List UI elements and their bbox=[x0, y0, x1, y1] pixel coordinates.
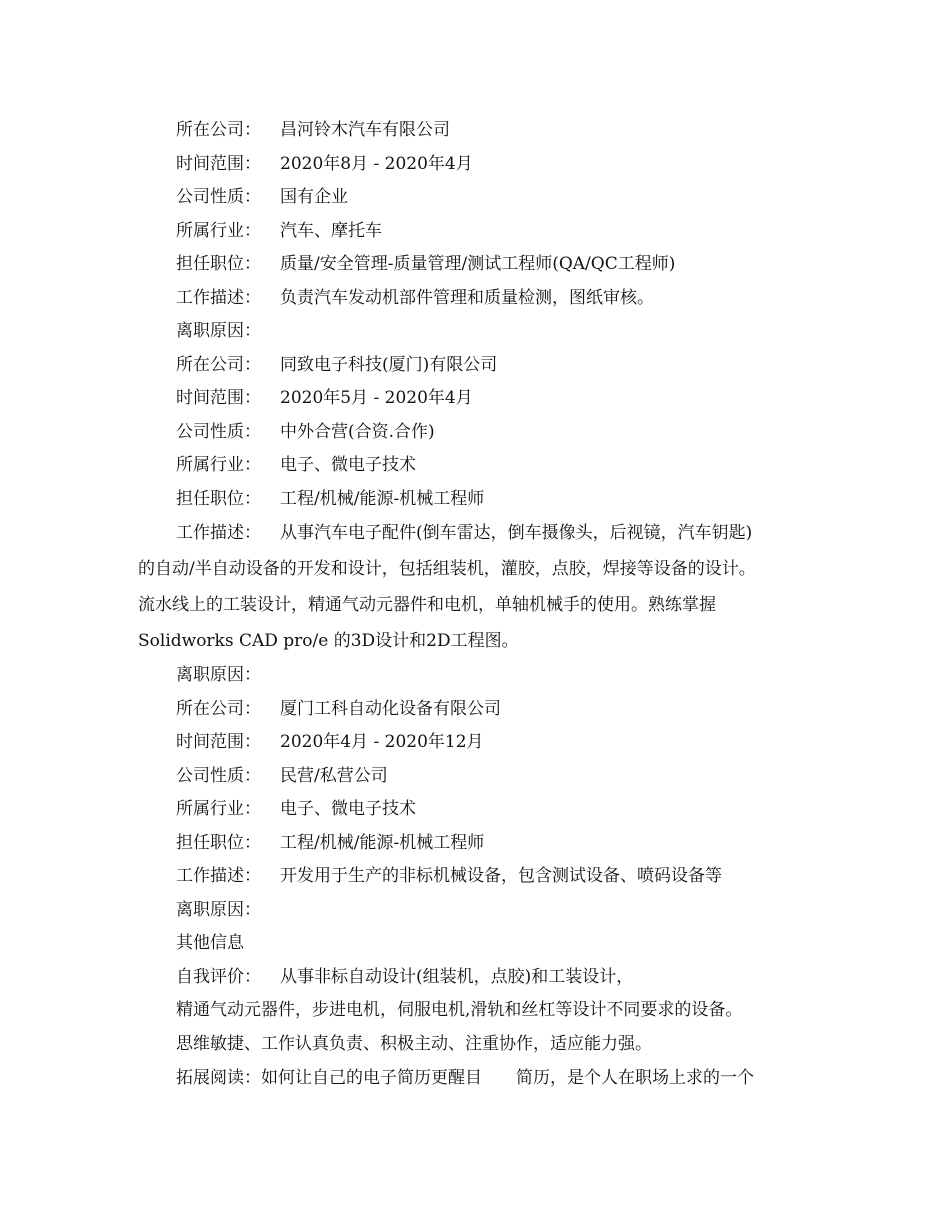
exp1-nature-row bbox=[176, 186, 348, 208]
exp1-company-value: 昌河铃木汽车有限公司 bbox=[280, 120, 450, 140]
exp3-company-row bbox=[176, 698, 501, 720]
extended-reading-row bbox=[176, 1067, 754, 1089]
exp2-industry-row bbox=[176, 454, 416, 476]
exp3-desc-value: 开发用于生产的非标机械设备，包含测试设备、喷码设备等 bbox=[280, 866, 722, 886]
self-eval-value: 从事非标自动设计(组装机，点胶)和工装设计， bbox=[280, 967, 634, 987]
exp3-position-label: 担任职位： bbox=[176, 833, 261, 853]
exp3-position-row bbox=[176, 832, 484, 854]
exp3-industry-label: 所属行业： bbox=[176, 799, 261, 819]
self-eval-line-3: 思维敏捷、工作认真负责、积极主动、注重协作，适应能力强。 bbox=[176, 1034, 652, 1054]
exp1-desc-label: 工作描述： bbox=[176, 288, 261, 308]
exp2-desc-line-2: 的自动/半自动设备的开发和设计，包括组装机，灌胶，点胶，焊接等设备的设计。 bbox=[138, 559, 756, 579]
exp3-nature-value: 民营/私营公司 bbox=[280, 766, 388, 786]
exp3-leave-label: 离职原因： bbox=[176, 900, 261, 920]
exp3-industry-value: 电子、微电子技术 bbox=[280, 799, 416, 819]
exp1-company-row bbox=[176, 119, 450, 141]
exp3-leave-row bbox=[176, 899, 280, 921]
exp2-industry-value: 电子、微电子技术 bbox=[280, 455, 416, 475]
exp2-industry-label: 所属行业： bbox=[176, 455, 261, 475]
exp2-nature-value: 中外合营(合资.合作) bbox=[280, 422, 435, 442]
exp1-position-value: 质量/安全管理-质量管理/测试工程师(QA/QC工程师) bbox=[280, 254, 676, 274]
exp1-position-row bbox=[176, 253, 675, 275]
exp3-desc-row bbox=[176, 865, 722, 887]
exp2-period-label: 时间范围： bbox=[176, 388, 261, 408]
exp1-desc-row bbox=[176, 287, 654, 309]
exp3-period-row bbox=[176, 731, 484, 753]
extended-reading-label: 拓展阅读： bbox=[176, 1068, 261, 1088]
exp2-desc-line-4: Solidworks CAD pro/e 的3D设计和2D工程图。 bbox=[138, 631, 519, 651]
exp2-period-row bbox=[176, 387, 473, 409]
exp1-nature-label: 公司性质： bbox=[176, 187, 261, 207]
exp2-period-value: 2020年5月 - 2020年4月 bbox=[280, 388, 473, 408]
exp1-industry-row bbox=[176, 220, 382, 242]
exp2-position-label: 担任职位： bbox=[176, 489, 261, 509]
exp2-leave-row bbox=[176, 664, 280, 686]
exp3-nature-label: 公司性质： bbox=[176, 766, 261, 786]
exp2-desc-line-3: 流水线上的工装设计，精通气动元器件和电机，单轴机械手的使用。熟练掌握 bbox=[138, 595, 716, 615]
exp2-nature-label: 公司性质： bbox=[176, 422, 261, 442]
exp2-desc-label: 工作描述： bbox=[176, 523, 261, 543]
exp1-company-label: 所在公司： bbox=[176, 120, 261, 140]
exp2-position-value: 工程/机械/能源-机械工程师 bbox=[280, 489, 485, 509]
exp1-nature-value: 国有企业 bbox=[280, 187, 348, 207]
exp3-period-value: 2020年4月 - 2020年12月 bbox=[280, 732, 484, 752]
exp2-desc-row bbox=[176, 522, 752, 544]
exp1-period-row bbox=[176, 153, 473, 175]
self-eval-label: 自我评价： bbox=[176, 967, 261, 987]
exp3-company-value: 厦门工科自动化设备有限公司 bbox=[280, 699, 501, 719]
exp1-position-label: 担任职位： bbox=[176, 254, 261, 274]
self-eval-row bbox=[176, 966, 633, 988]
exp1-industry-label: 所属行业： bbox=[176, 221, 261, 241]
exp2-nature-row bbox=[176, 421, 435, 443]
exp1-leave-row bbox=[176, 320, 280, 342]
exp2-company-row bbox=[176, 354, 497, 376]
exp3-period-label: 时间范围： bbox=[176, 732, 261, 752]
extended-reading-value: 如何让自己的电子简历更醒目 简历，是个人在职场上求的一个 bbox=[261, 1068, 754, 1088]
exp2-company-value: 同致电子科技(厦门)有限公司 bbox=[280, 355, 498, 375]
exp3-company-label: 所在公司： bbox=[176, 699, 261, 719]
exp1-period-label: 时间范围： bbox=[176, 154, 261, 174]
exp1-leave-label: 离职原因： bbox=[176, 321, 261, 341]
exp1-desc-value: 负责汽车发动机部件管理和质量检测，图纸审核。 bbox=[280, 288, 654, 308]
exp2-position-row bbox=[176, 488, 484, 510]
other-info-heading: 其他信息 bbox=[176, 933, 244, 953]
exp3-nature-row bbox=[176, 765, 388, 787]
exp2-leave-label: 离职原因： bbox=[176, 665, 261, 685]
exp1-period-value: 2020年8月 - 2020年4月 bbox=[280, 154, 473, 174]
exp1-industry-value: 汽车、摩托车 bbox=[280, 221, 382, 241]
exp2-desc-line-1: 从事汽车电子配件(倒车雷达，倒车摄像头，后视镜，汽车钥匙) bbox=[280, 523, 753, 543]
self-eval-line-2: 精通气动元器件，步进电机，伺服电机,滑轨和丝杠等设计不同要求的设备。 bbox=[176, 1000, 743, 1020]
exp3-desc-label: 工作描述： bbox=[176, 866, 261, 886]
exp3-industry-row bbox=[176, 798, 416, 820]
exp2-company-label: 所在公司： bbox=[176, 355, 261, 375]
exp3-position-value: 工程/机械/能源-机械工程师 bbox=[280, 833, 485, 853]
